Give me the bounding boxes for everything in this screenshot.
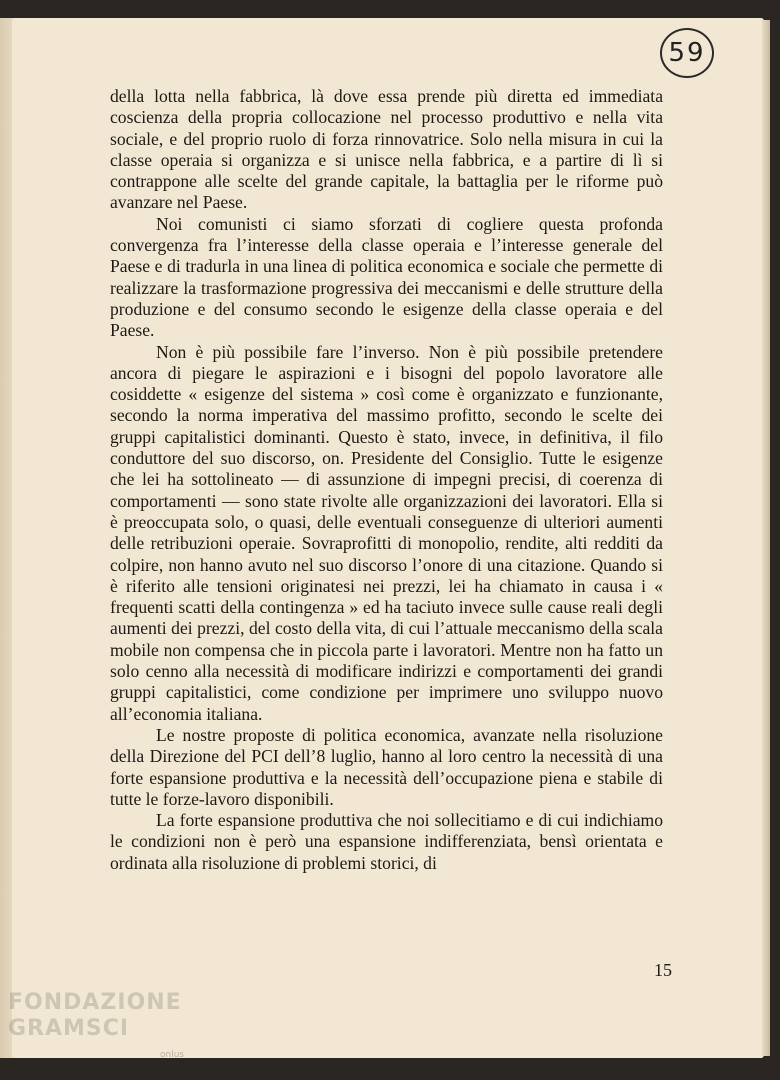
page-number: 15 [654, 960, 672, 980]
paragraph: Le nostre proposte di politica economica, avanzate nella risoluzione della Direzione del PCI dell’8 luglio, hanno al loro centro la necessità di una forte espansione produttiva e la necessità dell’occupazione piena e stabile di tutte le forze-lavoro disponibili. [110, 724, 663, 809]
archive-watermark [8, 990, 182, 1042]
paragraph: della lotta nella fabbrica, là dove essa prende più diretta ed immediata coscienza della propria collocazione nel processo produttivo e nella vita sociale, e del proprio ruolo di forza rinnovatrice. Solo nella misura in cui la classe operaia si organizza e si unisce nella fabbrica, e a partire di lì si contrappone alle scelte del grande capitale, la battaglia per le riforme può avanzare nel Paese. [110, 86, 663, 213]
archive-number-mark: 59 [660, 28, 714, 78]
watermark-onlus: onlus [160, 1050, 185, 1060]
paragraph: Non è più possibile fare l’inverso. Non è più possibile pretendere ancora di piegare le aspirazioni e i bisogni del popolo lavoratore alle cosiddette « esigenze del sistema » così come è organizzato e funzionante, secondo la norma imperativa del massimo profitto, secondo le scelte dei gruppi capitalistici dominanti. Questo è stato, invece, in definitiva, il filo conduttore del suo discorso, on. Presidente del Consiglio. Tutte le esigenze che lei ha sottolineato — di assunzione di impegni precisi, di coerenza di comportamenti — sono state rivolte alle organizzazioni dei lavoratori. Ella si è preoccupata solo, o quasi, delle eventuali conseguenze di ulteriori aumenti delle retribuzioni operaie. Sovraprofitti di monopolio, rendite, alti redditi da colpire, non hanno avuto nel suo discorso l’onore di una citazione. Quando si è riferito alle tensioni originatesi nei prezzi, lei ha chiamato in causa i « frequenti scatti della contingenza » ed ha taciuto invece sulle cause reali degli aumenti dei prezzi, del costo della vita, di cui l’attuale meccanismo della scala mobile non compensa che in piccola parte i lavoratori. Mentre non ha fatto un solo cenno alla necessità di modificare indirizzi e comportamenti dei grandi gruppi capitalistici, come condizione per imprimere uno sviluppo nuovo all’economia italiana. [110, 341, 663, 724]
paragraph: Noi comunisti ci siamo sforzati di cogliere questa profonda convergenza fra l’interesse della classe operaia e l’interesse generale del Paese e di tradurla in una linea di politica economica e sociale che permette di realizzare la trasformazione progressiva dei meccanismi e delle strutture della produzione e del consumo secondo le esigenze della classe operaia e del Paese. [110, 213, 663, 341]
watermark-line: GRAMSCI [8, 1016, 130, 1041]
paragraph: La forte espansione produttiva che noi sollecitiamo e di cui indichiamo le condizioni non è però una espansione indifferenziata, bensì orientata e ordinata alla risoluzione di problemi storici, di [110, 810, 663, 873]
body-text [110, 86, 663, 874]
watermark-line: FONDAZIONE [8, 990, 182, 1015]
page-edge [762, 20, 770, 1056]
